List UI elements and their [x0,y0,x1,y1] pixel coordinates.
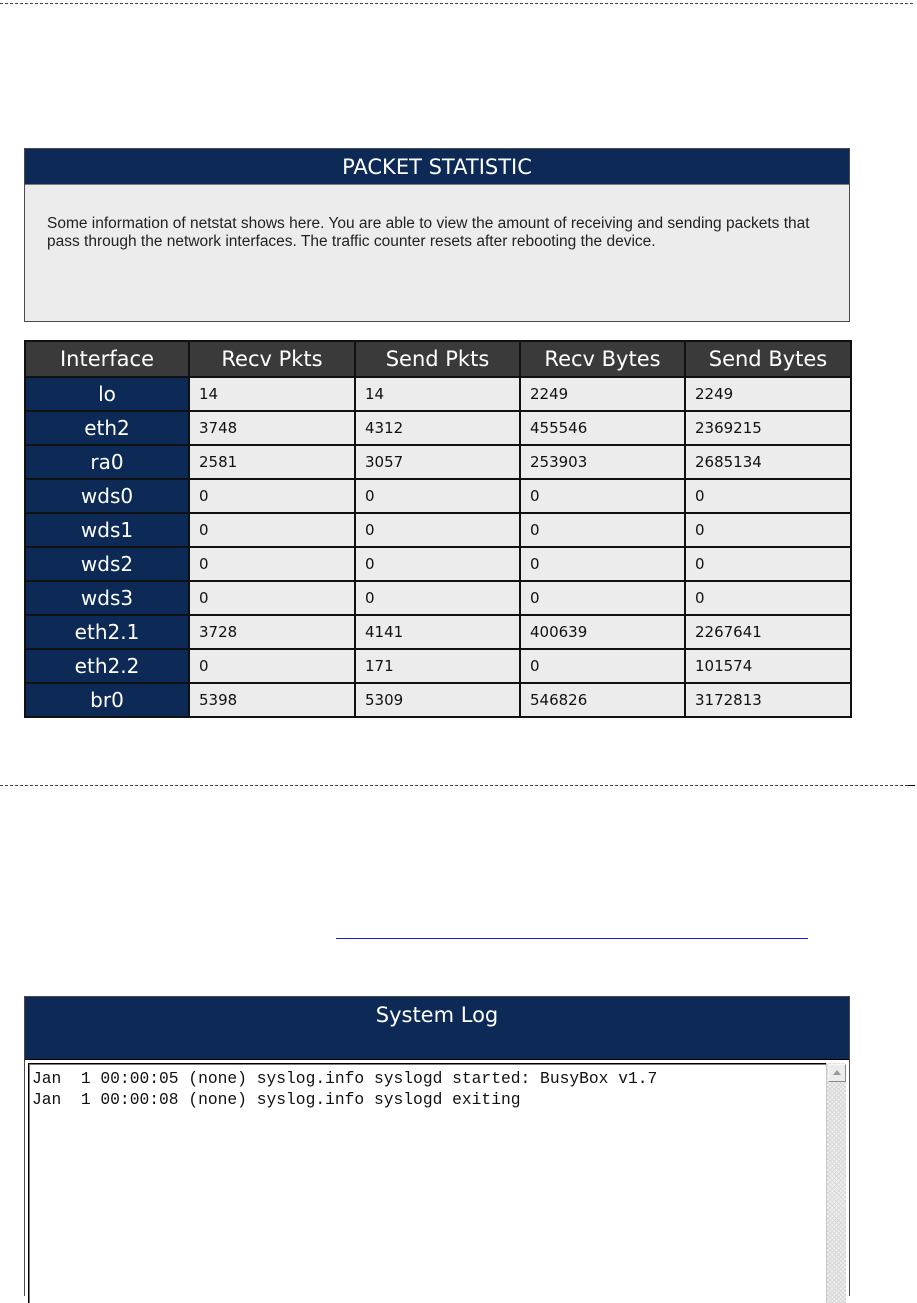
send-bytes-cell: 2369215 [685,411,851,445]
interface-name: wds1 [25,513,189,547]
column-header-send-bytes: Send Bytes [685,341,851,377]
send-bytes-cell: 2249 [685,377,851,411]
interface-name: eth2 [25,411,189,445]
recv-bytes-cell: 0 [520,479,685,513]
send-pkts-cell: 5309 [355,683,520,717]
recv-bytes-cell: 546826 [520,683,685,717]
send-pkts-cell: 0 [355,547,520,581]
interface-name: wds0 [25,479,189,513]
column-header-interface: Interface [25,341,189,377]
table-row [25,581,851,615]
interface-name: lo [25,377,189,411]
column-header-send-pkts: Send Pkts [355,341,520,377]
top-divider [0,3,913,4]
table-row [25,445,851,479]
recv-bytes-cell: 0 [520,649,685,683]
table-row [25,479,851,513]
recv-bytes-cell: 2249 [520,377,685,411]
recv-pkts-cell: 5398 [189,683,355,717]
send-bytes-cell: 0 [685,581,851,615]
arrow-up-icon[interactable] [828,1064,846,1082]
send-pkts-cell: 0 [355,581,520,615]
recv-pkts-cell: 2581 [189,445,355,479]
send-bytes-cell: 2267641 [685,615,851,649]
system-log-area [25,1059,849,1299]
log-scrollbar[interactable] [826,1063,846,1303]
send-pkts-cell: 3057 [355,445,520,479]
middle-divider [0,785,913,786]
send-pkts-cell: 0 [355,479,520,513]
column-header-recv-pkts: Recv Pkts [189,341,355,377]
recv-bytes-cell: 0 [520,547,685,581]
recv-pkts-cell: 0 [189,547,355,581]
divider-tick [908,785,915,786]
send-pkts-cell: 0 [355,513,520,547]
interface-name: ra0 [25,445,189,479]
recv-pkts-cell: 3748 [189,411,355,445]
table-row [25,683,851,717]
interface-name: eth2.1 [25,615,189,649]
recv-bytes-cell: 0 [520,581,685,615]
recv-pkts-cell: 0 [189,581,355,615]
send-bytes-cell: 101574 [685,649,851,683]
send-bytes-cell: 0 [685,479,851,513]
table-row [25,411,851,445]
recv-bytes-cell: 0 [520,513,685,547]
packet-statistic-description: Some information of netstat shows here. You are able to view the amount of receiving and sending packets that pass through the network interfaces. The traffic counter resets after rebooting the device. [25,185,849,321]
interface-name: wds3 [25,581,189,615]
recv-pkts-cell: 14 [189,377,355,411]
packet-statistic-panel [24,148,850,322]
system-log-panel [24,996,850,1296]
packet-statistics-table [24,340,852,718]
send-pkts-cell: 171 [355,649,520,683]
interface-name: eth2.2 [25,649,189,683]
table-row [25,649,851,683]
packet-statistic-title: PACKET STATISTIC [25,149,849,185]
send-pkts-cell: 4312 [355,411,520,445]
recv-bytes-cell: 253903 [520,445,685,479]
recv-bytes-cell: 400639 [520,615,685,649]
recv-pkts-cell: 0 [189,479,355,513]
table-header-row [25,341,851,377]
recv-bytes-cell: 455546 [520,411,685,445]
table-row [25,513,851,547]
send-bytes-cell: 3172813 [685,683,851,717]
table-row [25,377,851,411]
interface-name: br0 [25,683,189,717]
send-pkts-cell: 4141 [355,615,520,649]
table-row [25,615,851,649]
recv-pkts-cell: 3728 [189,615,355,649]
system-log-title: System Log [25,997,849,1059]
send-bytes-cell: 0 [685,513,851,547]
send-bytes-cell: 2685134 [685,445,851,479]
document-link[interactable] [336,928,808,939]
send-pkts-cell: 14 [355,377,520,411]
send-bytes-cell: 0 [685,547,851,581]
recv-pkts-cell: 0 [189,513,355,547]
column-header-recv-bytes: Recv Bytes [520,341,685,377]
interface-name: wds2 [25,547,189,581]
recv-pkts-cell: 0 [189,649,355,683]
system-log-textarea[interactable]: Jan 1 00:00:05 (none) syslog.info syslogd started: BusyBox v1.7 Jan 1 00:00:08 (none) syslog.info syslogd exiting [28,1063,826,1303]
table-row [25,547,851,581]
